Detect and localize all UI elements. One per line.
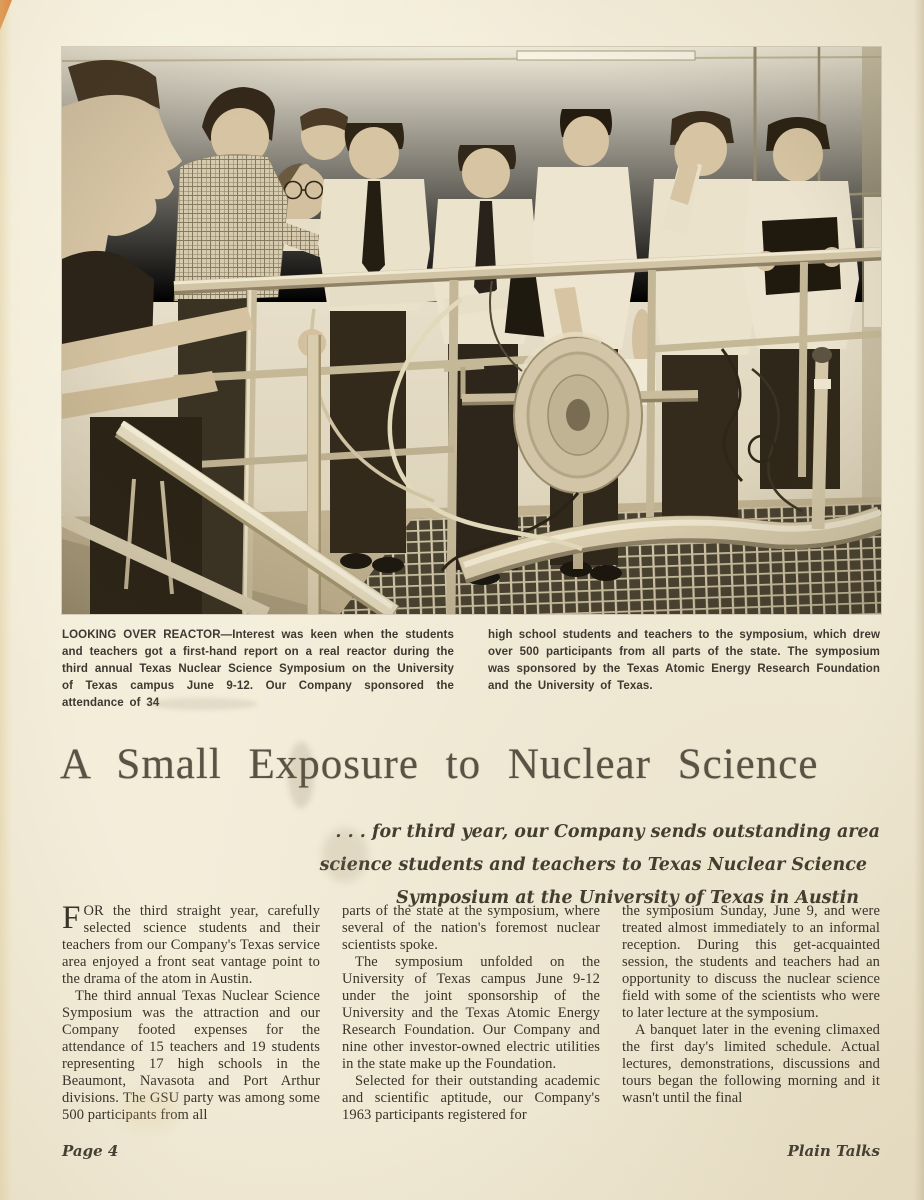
paragraph: Selected for their outstanding academic and scientific aptitude, our Company's 1963 participants registered for <box>342 1073 600 1123</box>
paragraph: The symposium unfolded on the University of Texas campus June 9-12 under the joint sponsorship of the University and the Texas Atomic Energy Research Foundation. Our Company and nine other investor-owned electric utilities in the state make up the Foundation. <box>342 954 600 1072</box>
paragraph <box>62 900 320 988</box>
paragraph: A banquet later in the evening climaxed the first day's limited schedule. Actual lectures, demonstrations, discussions and tours began the following morning and it wasn't until the final <box>622 1022 880 1106</box>
deck-line: . . . for third year, our Company sends outstanding area <box>335 822 880 842</box>
deck-line: Symposium at the University of Texas in Austin <box>396 888 859 908</box>
article-column-3 <box>622 903 880 1124</box>
article-headline: A Small Exposure to Nuclear Science <box>60 741 819 788</box>
article-column-2 <box>342 903 600 1124</box>
reactor-photo-illustration <box>62 47 881 614</box>
publication-name: Plain Talks <box>787 1142 880 1160</box>
page-edge-shading <box>0 0 12 1200</box>
article-column-1 <box>62 900 320 1124</box>
photo-vignette <box>62 47 881 614</box>
paragraph: the symposium Sunday, June 9, and were treated almost immediately to an informal reception. During this get-acquainted session, the students and teachers had an opportunity to discuss the nuclear science field with some of the scientists who were to later lecture at the symposium. <box>622 903 880 1021</box>
photo-caption-left: LOOKING OVER REACTOR—Interest was keen when the students and teachers got a first-hand report on a real reactor during the third annual Texas Nuclear Science Symposium on the University of Texas campus June 9-12. Our Company sponsored the attendance of 34 <box>62 629 454 709</box>
article-deck <box>300 816 880 915</box>
deck-line: science students and teachers to Texas Nuclear Science <box>319 855 867 875</box>
paragraph: The third annual Texas Nuclear Science Symposium was the attraction and our Company footed expenses for the attendance of 15 teachers and 19 students representing 17 high schools in the Beaumont, Navasota and Port Arthur divisions. The GSU party was among some 500 participants from all <box>62 988 320 1123</box>
photo-caption <box>62 627 880 712</box>
paragraph: parts of the state at the symposium, where several of the nation's foremost nuclear scientists spoke. <box>342 903 600 953</box>
photo-caption-right: high school students and teachers to the symposium, which drew over 500 participants from all parts of the state. The symposium was sponsored by the Texas Atomic Energy Research Foundation and the University of Texas. <box>488 629 880 692</box>
drop-cap: F <box>62 900 81 936</box>
article-body <box>62 900 880 1124</box>
page-number: Page 4 <box>62 1142 119 1160</box>
page-footer <box>62 1142 880 1160</box>
paragraph-text: OR the third straight year, carefully selected science students and their teachers from our Company's Texas service area enjoyed a front seat vantage point to the drama of the atom in Austin. <box>62 903 320 987</box>
page-edge-shading <box>914 0 924 1200</box>
reactor-photo <box>62 47 881 614</box>
